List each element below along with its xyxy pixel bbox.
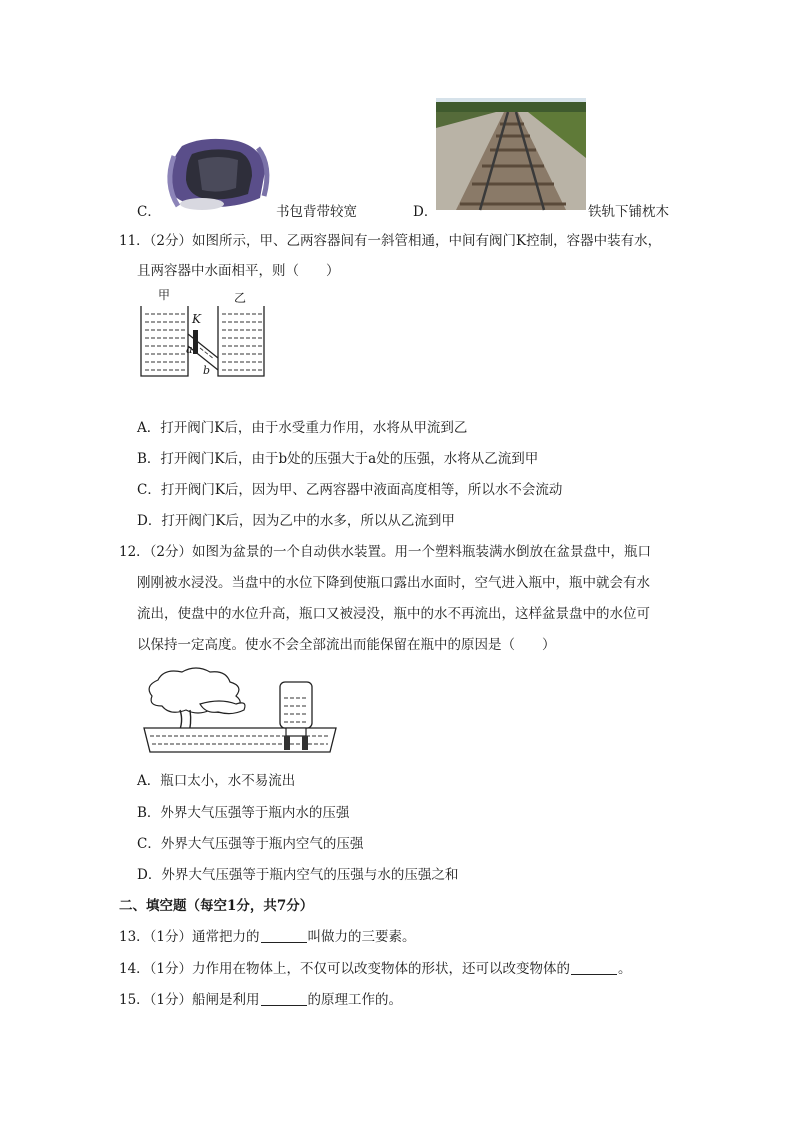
label-a: a xyxy=(186,343,193,356)
option-d-letter: D． xyxy=(413,204,438,220)
q11-option-c: C．打开阀门K后，因为甲、乙两容器中液面高度相等，所以水不会流动 xyxy=(137,482,563,498)
q15-blank xyxy=(261,991,307,1006)
q13-blank xyxy=(261,928,307,943)
option-c-letter: C． xyxy=(137,204,161,220)
q14 xyxy=(119,957,632,977)
q12-stem-line3: 流出，使盘中的水位升高，瓶口又被浸没，瓶中的水不再流出，这样盆景盘中的水位可 xyxy=(137,606,650,622)
q13-after: 叫做力的三要素。 xyxy=(307,929,416,945)
section-fill-in-title: 二、填空题（每空1分，共7分） xyxy=(119,898,314,914)
q13 xyxy=(119,925,416,945)
railway-track-photo-icon xyxy=(436,98,586,210)
q14-after: 。 xyxy=(618,961,632,977)
q12-stem-line1: 12．（2分）如图为盆景的一个自动供水装置。用一个塑料瓶装满水倒放在盆景盘中，瓶口 xyxy=(119,544,652,560)
q11-option-b: B．打开阀门K后，由于b处的压强大于a处的压强，水将从乙流到甲 xyxy=(137,451,539,467)
q12-stem-line4: 以保持一定高度。使水不会全部流出而能保留在瓶中的原因是（ ） xyxy=(137,637,556,653)
q14-blank xyxy=(571,960,617,975)
q12-option-d: D．外界大气压强等于瓶内空气的压强与水的压强之和 xyxy=(137,867,459,883)
option-c-text: 书包背带较宽 xyxy=(276,204,357,220)
q14-before: 14．（1分）力作用在物体上，不仅可以改变物体的形状，还可以改变物体的 xyxy=(119,961,571,977)
connected-containers-diagram xyxy=(136,286,271,406)
q11-stem-line2: 且两容器中水面相平，则（ ） xyxy=(137,263,340,279)
backpack-photo-icon xyxy=(162,136,272,216)
q15-before: 15．（1分）船闸是利用 xyxy=(119,992,260,1008)
q12-option-b: B．外界大气压强等于瓶内水的压强 xyxy=(137,805,350,821)
q12-option-c: C．外界大气压强等于瓶内空气的压强 xyxy=(137,836,364,852)
option-d-text: 铁轨下铺枕木 xyxy=(588,204,669,220)
q15 xyxy=(119,988,402,1008)
label-jia: 甲 xyxy=(158,288,171,302)
q12-stem-line2: 刚刚被水浸没。当盘中的水位下降到使瓶口露出水面时，空气进入瓶中，瓶中就会有水 xyxy=(137,575,650,591)
label-yi: 乙 xyxy=(234,291,247,305)
bonsai-water-device-diagram xyxy=(140,664,340,756)
q13-before: 13．（1分）通常把力的 xyxy=(119,929,260,945)
q15-after: 的原理工作的。 xyxy=(307,992,403,1008)
label-k: K xyxy=(192,312,201,326)
q11-option-d: D．打开阀门K后，因为乙中的水多，所以从乙流到甲 xyxy=(137,513,455,529)
label-b: b xyxy=(203,364,211,377)
q11-option-a: A．打开阀门K后，由于水受重力作用，水将从甲流到乙 xyxy=(137,420,468,436)
q12-option-a: A．瓶口太小，水不易流出 xyxy=(137,773,296,789)
q11-stem-line1: 11．（2分）如图所示，甲、乙两容器间有一斜管相通，中间有阀门K控制，容器中装有水， xyxy=(119,233,662,249)
